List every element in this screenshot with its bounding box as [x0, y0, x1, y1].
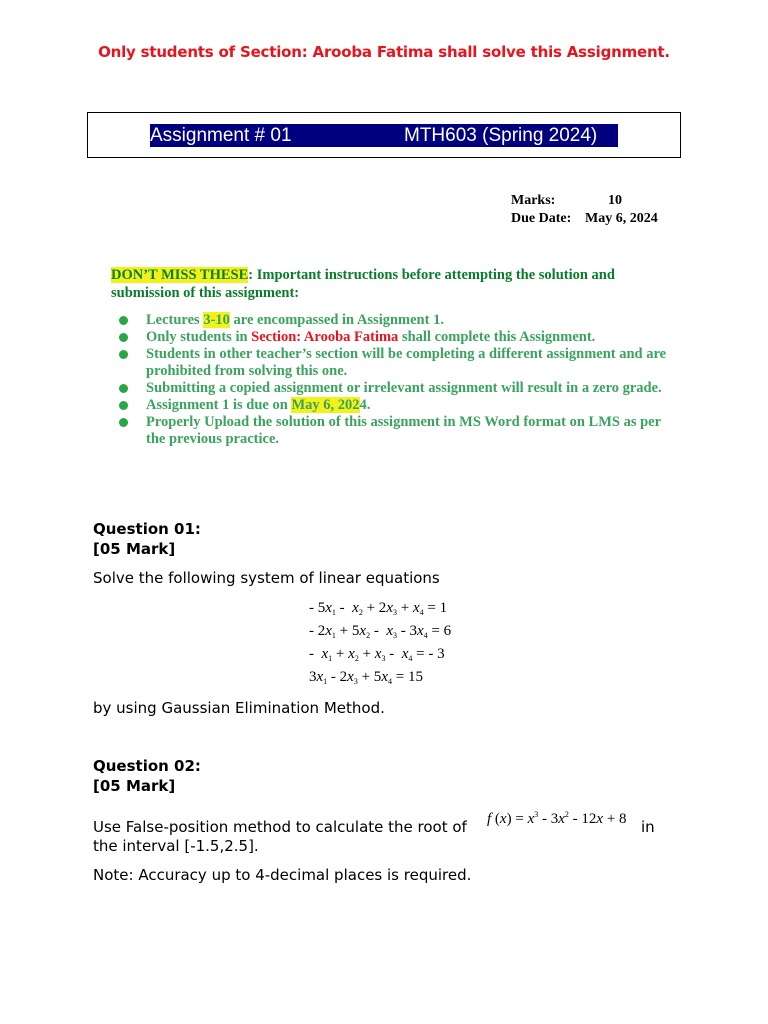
list-item: Students in other teacher’s section will be completing a different assignment and are prohibited from solving this one.: [111, 346, 673, 380]
question2-prompt: Use False-position method to calculate the root of: [93, 818, 467, 836]
question1-mark: [05 Mark]: [93, 540, 176, 558]
equation-1: - $5x_1 - x_2 + 2x_3 + x_4 = 1$: [309, 600, 448, 617]
list-item: Properly Upload the solution of this assignment in MS Word format on LMS as per the previous practice.: [111, 414, 673, 448]
bullet-icon: [119, 418, 128, 427]
question2-title: Question 02:: [93, 757, 201, 775]
instruction-list: [111, 312, 673, 448]
marks-block: [511, 192, 658, 228]
due-date-label: Due Date:: [511, 211, 572, 226]
list-item: Assignment 1 is due on May 6, 2024.: [111, 397, 673, 414]
list-item: Only students in Section: Arooba Fatima shall complete this Assignment.: [111, 329, 673, 346]
title-bar: [150, 124, 618, 147]
bullet-icon: [119, 333, 128, 342]
equation-3: - $x_1 + x_2 + x_3 - x_4$ = - 3: [309, 646, 445, 663]
question1-title: Question 01:: [93, 520, 201, 538]
equation-2: - $2x_1 + 5x_2 - x_3 - 3x_4 = 6$: [309, 623, 452, 640]
assignment-title: Assignment # 01: [150, 125, 292, 146]
dont-miss-label: DON’T MISS THESE: [111, 267, 249, 283]
question2-interval: the interval [-1.5,2.5].: [93, 837, 259, 855]
list-item: Lectures 3-10 are encompassed in Assignment 1.: [111, 312, 673, 329]
question2-mark: [05 Mark]: [93, 777, 176, 795]
question2-prompt-tail: in: [641, 818, 655, 836]
question1-method: by using Gaussian Elimination Method.: [93, 699, 385, 717]
question2-note: Note: Accuracy up to 4-decimal places is required.: [93, 866, 472, 884]
bullet-icon: [119, 384, 128, 393]
list-item: Submitting a copied assignment or irrelevant assignment will result in a zero grade.: [111, 380, 673, 397]
course-title: MTH603 (Spring 2024): [404, 125, 598, 146]
function-formula: f $(x) = x^3 - 3x^2 - 12x + 8$: [487, 810, 627, 827]
instructions-heading-text: : Important instructions before attempting the solution and submission of this assignment:: [111, 267, 615, 301]
title-box: [87, 112, 681, 158]
bullet-icon: [119, 316, 128, 325]
marks-value: 10: [608, 193, 622, 208]
marks-label: Marks:: [511, 193, 556, 208]
section-notice: Only students of Section: Arooba Fatima shall solve this Assignment.: [98, 43, 670, 61]
bullet-icon: [119, 350, 128, 359]
question1-prompt: Solve the following system of linear equations: [93, 569, 440, 587]
instructions-heading: [111, 266, 671, 302]
equation-4: $3x_1 - 2x_3 + 5x_4 = 15$: [309, 669, 423, 686]
bullet-icon: [119, 401, 128, 410]
due-date-value: May 6, 2024: [585, 211, 658, 226]
